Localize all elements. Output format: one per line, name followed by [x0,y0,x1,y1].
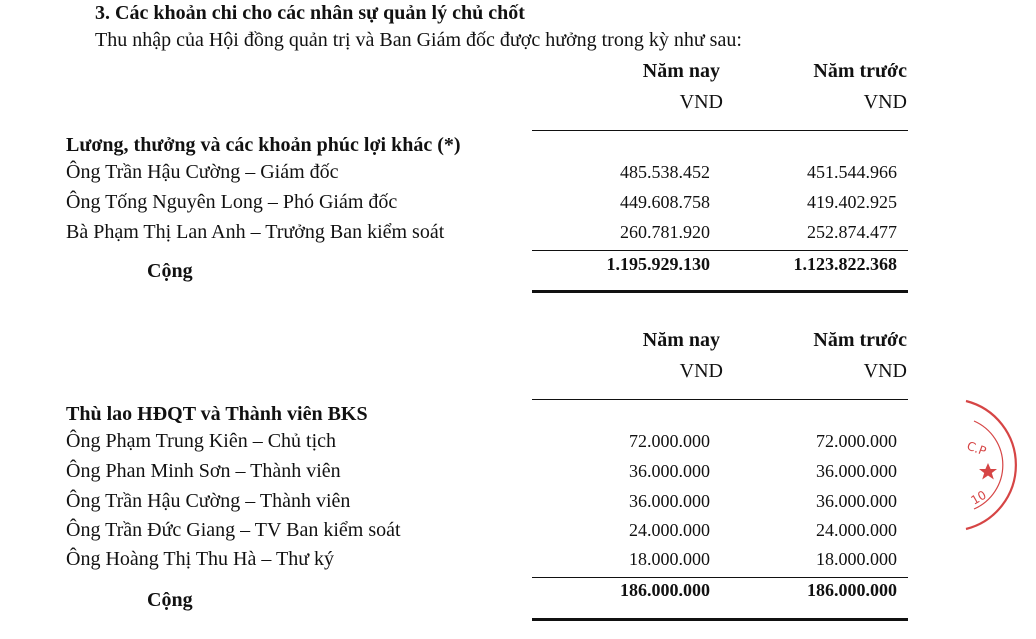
header-rule [532,399,908,400]
seal-text-fragment: 10 [968,487,989,508]
total-value-current: 186.000.000 [620,580,710,600]
row-value-prior: 252.874.477 [807,222,897,242]
company-seal [952,395,1036,535]
total-label: Cộng [147,589,193,611]
row-value-current: 449.608.758 [620,192,710,212]
row-value-prior: 72.000.000 [816,431,897,451]
row-value-current: 18.000.000 [629,549,710,569]
row-name: Ông Phạm Trung Kiên – Chủ tịch [66,430,337,452]
row-name: Ông Trần Hậu Cường – Giám đốc [66,161,339,183]
row-name: Ông Phan Minh Sơn – Thành viên [66,460,341,482]
group-title: Thù lao HĐQT và Thành viên BKS [66,403,368,425]
section-intro: Thu nhập của Hội đồng quản trị và Ban Giám đốc được hưởng trong kỳ như sau: [95,29,742,51]
total-rule [532,290,908,293]
total-value-prior: 1.123.822.368 [793,254,897,274]
row-value-prior: 451.544.966 [807,162,897,182]
row-name: Ông Tống Nguyên Long – Phó Giám đốc [66,191,398,213]
row-value-current: 485.538.452 [620,162,710,182]
col-header-current: Năm nay [642,329,720,351]
row-value-prior: 36.000.000 [816,461,897,481]
unit-prior: VND [863,360,907,382]
group-title: Lương, thưởng và các khoản phúc lợi khác (*) [66,134,461,156]
row-value-current: 36.000.000 [629,491,710,511]
row-value-current: 72.000.000 [629,431,710,451]
red-star-icon [979,463,997,480]
total-value-current: 1.195.929.130 [606,254,710,274]
subtotal-rule [532,250,908,251]
unit-current: VND [679,360,723,382]
total-value-prior: 186.000.000 [807,580,897,600]
row-value-current: 260.781.920 [620,222,710,242]
row-value-current: 36.000.000 [629,461,710,481]
col-header-current: Năm nay [642,60,720,82]
section-heading: 3. Các khoản chi cho các nhân sự quản lý chủ chốt [95,2,525,24]
unit-current: VND [679,91,723,113]
subtotal-rule [532,577,908,578]
row-value-current: 24.000.000 [629,520,710,540]
total-rule [532,618,908,621]
col-header-prior: Năm trước [813,60,907,82]
header-rule [532,130,908,131]
row-name: Ông Trần Đức Giang – TV Ban kiểm soát [66,519,401,541]
row-value-prior: 36.000.000 [816,491,897,511]
row-name: Bà Phạm Thị Lan Anh – Trưởng Ban kiểm soát [66,221,445,243]
row-name: Ông Trần Hậu Cường – Thành viên [66,490,351,512]
row-value-prior: 24.000.000 [816,520,897,540]
row-value-prior: 18.000.000 [816,549,897,569]
unit-prior: VND [863,91,907,113]
seal-text-fragment: C.P [964,438,989,459]
row-name: Ông Hoàng Thị Thu Hà – Thư ký [66,548,335,570]
row-value-prior: 419.402.925 [807,192,897,212]
col-header-prior: Năm trước [813,329,907,351]
seal-outer-ring [966,401,1016,529]
total-label: Cộng [147,260,193,282]
